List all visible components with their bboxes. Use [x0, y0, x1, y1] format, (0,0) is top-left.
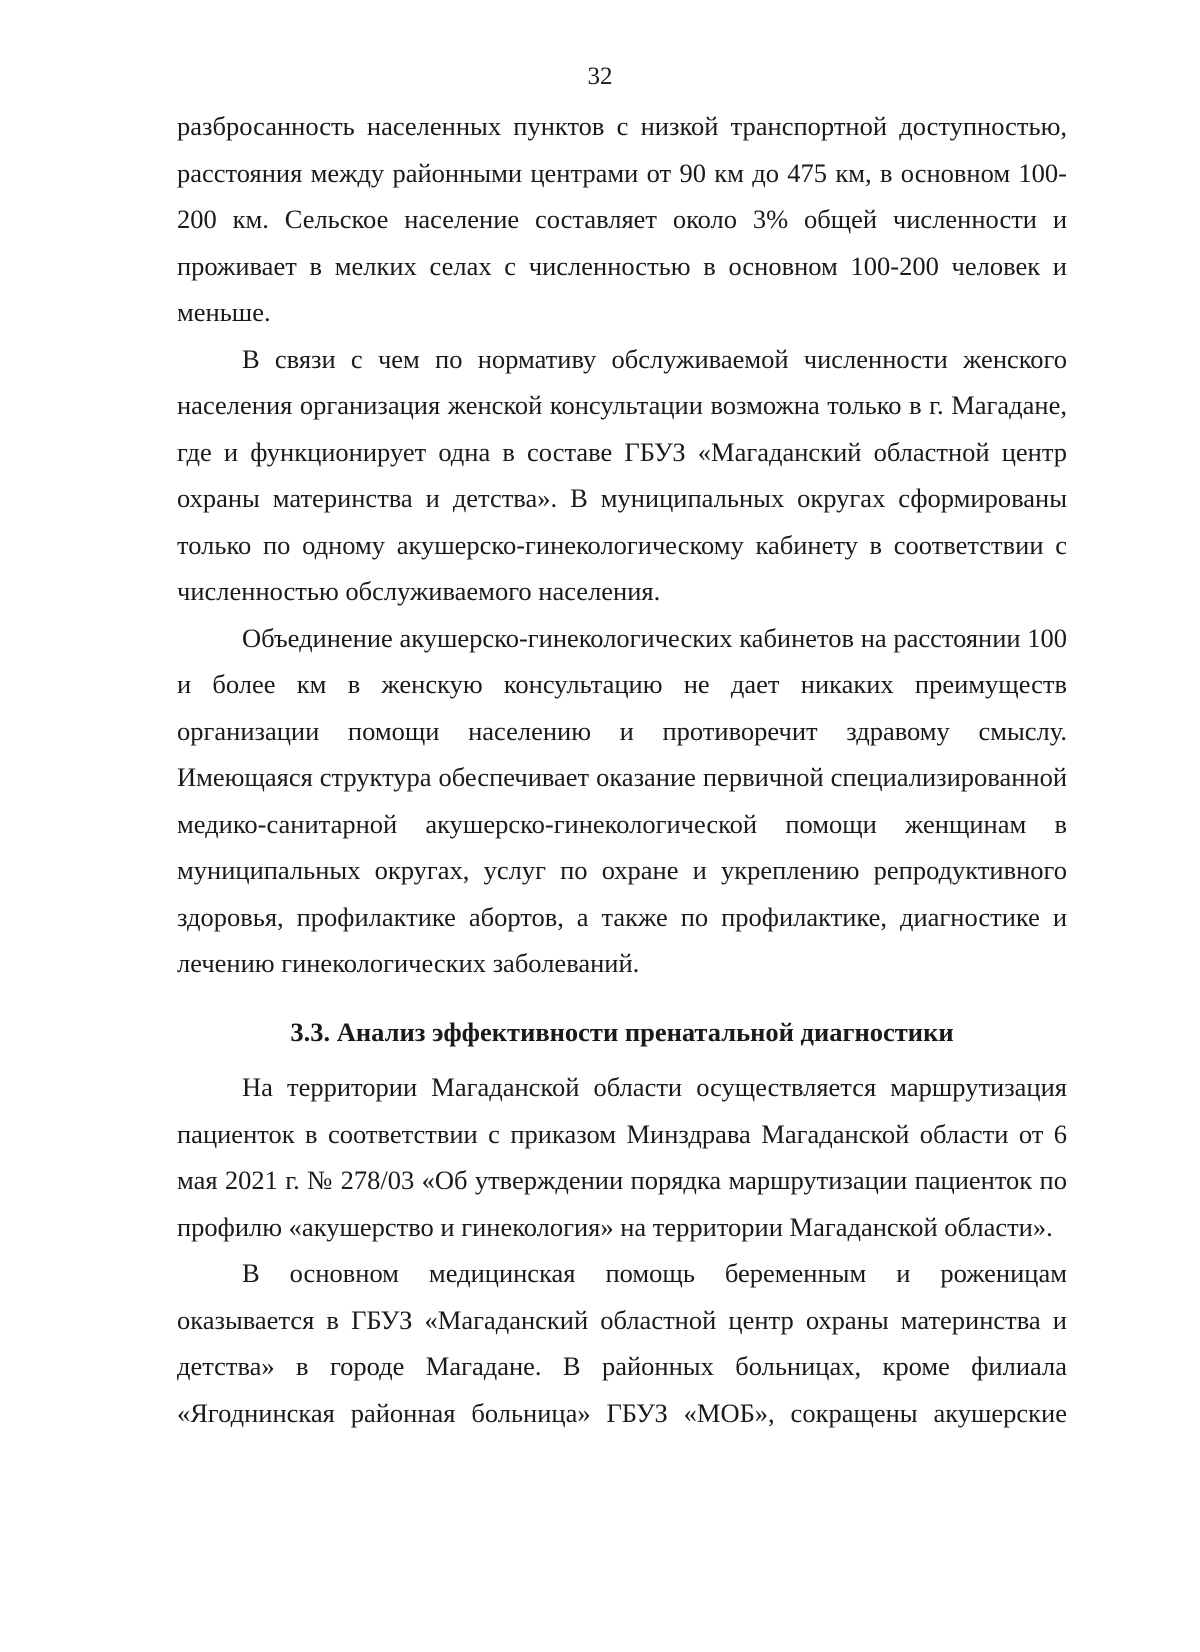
paragraph: На территории Магаданской области осуществляется маршрутизация пациенток в соответствии с приказом Минздрава Магаданской области от 6 мая 2021 г. № 278/03 «Об утверждении порядка маршрутизации пациенток по профилю «акушерство и гинекология» на территории Магаданской области». [177, 1072, 1067, 1242]
page-number: 32 [587, 63, 613, 90]
paragraph-continued: разбросанность населенных пунктов с низкой транспортной доступностью, расстояния между районными центрами от 90 км до 475 км, в основном 100-200 км. Сельское население составляет около 3% общей численности и проживает в мелких селах с численностью в основном 100-200 человек и меньше. [177, 111, 1067, 327]
paragraph: В связи с чем по нормативу обслуживаемой численности женского населения организация женской консультации возможна только в г. Магадане, где и функционирует одна в составе ГБУЗ «Магаданский областной центр охраны материнства и детства». В муниципальных округах сформированы только по одному акушерско-гинекологическому кабинету в соответствии с численностью обслуживаемого населения. [177, 343, 1067, 606]
page-body [177, 103, 1067, 1436]
section-heading: 3.3. Анализ эффективности пренатальной диагностики [290, 1016, 954, 1047]
paragraph-continues-next-page: В основном медицинская помощь беременным и роженицам оказывается в ГБУЗ «Магаданский областной центр охраны материнства и детства» в городе Магадане. В районных больницах, кроме филиала «Ягоднинская районная больница» ГБУЗ «МОБ», сокращены акушерские [177, 1258, 1067, 1428]
paragraph: Объединение акушерско-гинекологических кабинетов на расстоянии 100 и более км в женскую консультацию не дает никаких преимуществ организации помощи населению и противоречит здравому смыслу. Имеющаяся структура обеспечивает оказание первичной специализированной медико-санитарной акушерско-гинекологической помощи женщинам в муниципальных округах, услуг по охране и укреплению репродуктивного здоровья, профилактике абортов, а также по профилактике, диагностике и лечению гинекологических заболеваний. [177, 622, 1067, 978]
